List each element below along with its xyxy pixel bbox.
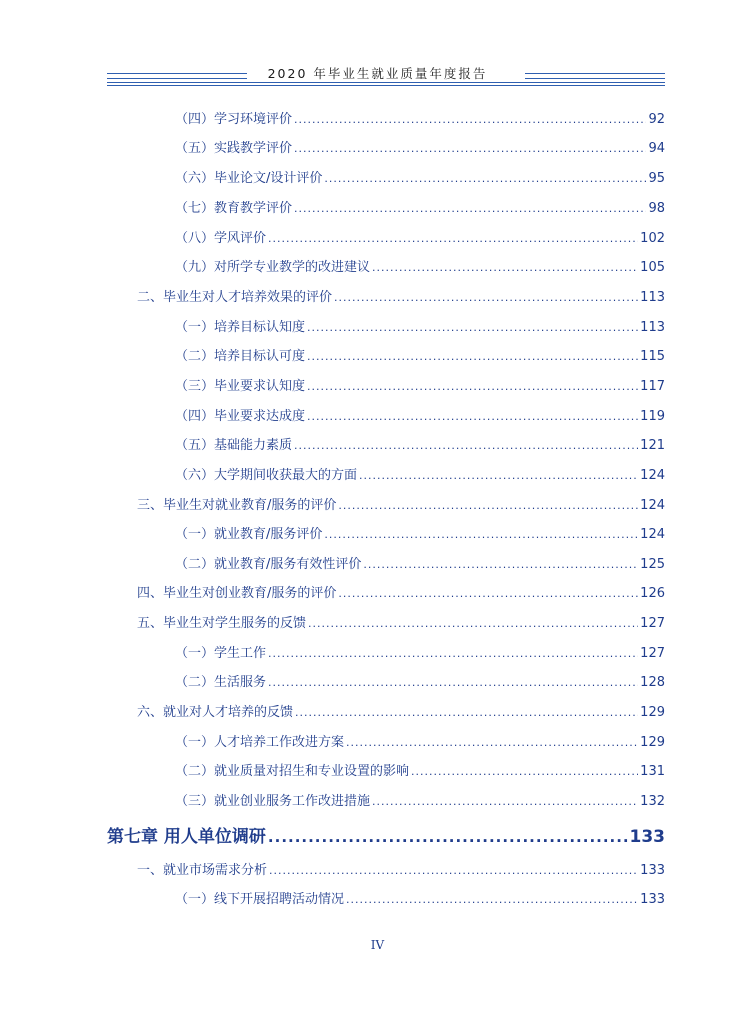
toc-entry[interactable]: [175, 256, 665, 275]
dot-leader: [307, 350, 638, 363]
toc-entry-title: （四）毕业要求达成度: [175, 409, 306, 424]
toc-entry[interactable]: [175, 731, 665, 750]
toc-entry-title: （一）学生工作: [175, 646, 267, 661]
toc-entry-page: 113: [640, 290, 665, 305]
toc-entry[interactable]: [137, 582, 665, 601]
toc-entry-title: （三）就业创业服务工作改进措施: [175, 794, 371, 809]
dot-leader: [372, 261, 638, 274]
dot-leader: [307, 321, 638, 334]
toc-entry[interactable]: [137, 859, 665, 878]
toc-entry-title: （四）学习环境评价: [175, 112, 293, 127]
toc-entry[interactable]: [175, 642, 665, 661]
dot-leader: [268, 828, 628, 846]
toc-entry-page: 124: [640, 498, 665, 513]
toc-entry-title: （六）大学期间收获最大的方面: [175, 468, 358, 483]
toc-entry-title: （一）人才培养工作改进方案: [175, 735, 345, 750]
dot-leader: [324, 172, 646, 185]
dot-leader: [269, 864, 638, 877]
toc-entry[interactable]: [175, 137, 665, 156]
toc-entry-title: 四、毕业生对创业教育/服务的评价: [137, 586, 337, 601]
toc-entry-page: 105: [640, 260, 665, 275]
toc-entry-title: （一）培养目标认知度: [175, 320, 306, 335]
toc-entry-page: 127: [640, 616, 665, 631]
dot-leader: [268, 232, 638, 245]
toc-entry-title: （五）实践教学评价: [175, 141, 293, 156]
dot-leader: [372, 795, 638, 808]
toc-entry-title: （五）基础能力素质: [175, 438, 293, 453]
toc-entry[interactable]: [137, 701, 665, 720]
toc-entry-page: 127: [640, 646, 665, 661]
dot-leader: [346, 893, 638, 906]
toc-entry-page: 131: [640, 764, 665, 779]
toc-entry-title: 第七章 用人单位调研: [107, 827, 266, 847]
toc-entry[interactable]: [175, 345, 665, 364]
toc-entry[interactable]: [175, 405, 665, 424]
toc-entry-page: 117: [640, 379, 665, 394]
toc-entry[interactable]: [175, 671, 665, 690]
toc-entry-title: （三）毕业要求认知度: [175, 379, 306, 394]
toc-entry[interactable]: [175, 553, 665, 572]
toc-entry-page: 133: [640, 863, 665, 878]
dot-leader: [294, 439, 638, 452]
toc-entry-title: （一）就业教育/服务评价: [175, 527, 323, 542]
toc-entry-page: 113: [640, 320, 665, 335]
toc-entry[interactable]: [175, 760, 665, 779]
dot-leader: [307, 380, 638, 393]
toc-entry[interactable]: [175, 434, 665, 453]
toc-entry-title: （九）对所学专业教学的改进建议: [175, 260, 371, 275]
toc-entry-title: 一、就业市场需求分析: [137, 863, 268, 878]
toc-entry[interactable]: [175, 790, 665, 809]
toc-entry[interactable]: [137, 612, 665, 631]
dot-leader: [268, 647, 638, 660]
toc-entry-page: 128: [640, 675, 665, 690]
toc-entry-page: 124: [640, 468, 665, 483]
dot-leader: [294, 202, 646, 215]
toc-entry-page: 94: [648, 141, 665, 156]
toc-entry-title: 三、毕业生对就业教育/服务的评价: [137, 498, 337, 513]
toc-entry-title: （六）毕业论文/设计评价: [175, 171, 323, 186]
toc-entry-page: 121: [640, 438, 665, 453]
toc-entry[interactable]: [175, 316, 665, 335]
dot-leader: [307, 410, 638, 423]
toc-entry[interactable]: [175, 888, 665, 907]
toc-entry[interactable]: [175, 375, 665, 394]
toc-entry-page: 133: [640, 892, 665, 907]
toc-entry[interactable]: [137, 494, 665, 513]
toc-entry[interactable]: [175, 227, 665, 246]
toc-entry-title: 二、毕业生对人才培养效果的评价: [137, 290, 333, 305]
toc-entry-page: 92: [648, 112, 665, 127]
toc-entry[interactable]: [175, 523, 665, 542]
toc-entry-page: 129: [640, 705, 665, 720]
toc-entry-title: （二）就业质量对招生和专业设置的影响: [175, 764, 410, 779]
toc-entry-title: （七）教育教学评价: [175, 201, 293, 216]
toc-entry-title: （一）线下开展招聘活动情况: [175, 892, 345, 907]
dot-leader: [346, 736, 638, 749]
toc-entry-page: 133: [629, 827, 665, 847]
toc-entry-page: 126: [640, 586, 665, 601]
toc-chapter-entry[interactable]: [107, 822, 665, 847]
dot-leader: [294, 113, 646, 126]
dot-leader: [359, 469, 638, 482]
dot-leader: [268, 676, 638, 689]
toc-entry-page: 119: [640, 409, 665, 424]
toc-entry-title: （二）就业教育/服务有效性评价: [175, 557, 362, 572]
toc-entry-page: 102: [640, 231, 665, 246]
dot-leader: [295, 706, 638, 719]
toc-entry-page: 132: [640, 794, 665, 809]
header-title: 2020 年毕业生就业质量年度报告: [267, 66, 488, 81]
toc-entry-title: 五、毕业生对学生服务的反馈: [137, 616, 307, 631]
dot-leader: [411, 765, 638, 778]
toc-entry[interactable]: [137, 286, 665, 305]
toc-entry-title: 六、就业对人才培养的反馈: [137, 705, 294, 720]
dot-leader: [338, 587, 638, 600]
toc-entry-page: 125: [640, 557, 665, 572]
dot-leader: [334, 291, 638, 304]
toc-entry-page: 129: [640, 735, 665, 750]
toc-entry[interactable]: [175, 464, 665, 483]
toc-entry-title: （二）生活服务: [175, 675, 267, 690]
dot-leader: [324, 528, 638, 541]
toc-entry[interactable]: [175, 197, 665, 216]
toc-entry-page: 98: [648, 201, 665, 216]
dot-leader: [338, 499, 638, 512]
toc-entry-page: 95: [648, 171, 665, 186]
page-number: IV: [370, 938, 385, 952]
dot-leader: [308, 617, 638, 630]
dot-leader: [294, 142, 646, 155]
toc-entry-page: 115: [640, 349, 665, 364]
toc-entry[interactable]: [175, 108, 665, 127]
toc-entry[interactable]: [175, 167, 665, 186]
toc-entry-title: （二）培养目标认可度: [175, 349, 306, 364]
toc-entry-page: 124: [640, 527, 665, 542]
dot-leader: [363, 558, 638, 571]
toc-entry-title: （八）学风评价: [175, 231, 267, 246]
